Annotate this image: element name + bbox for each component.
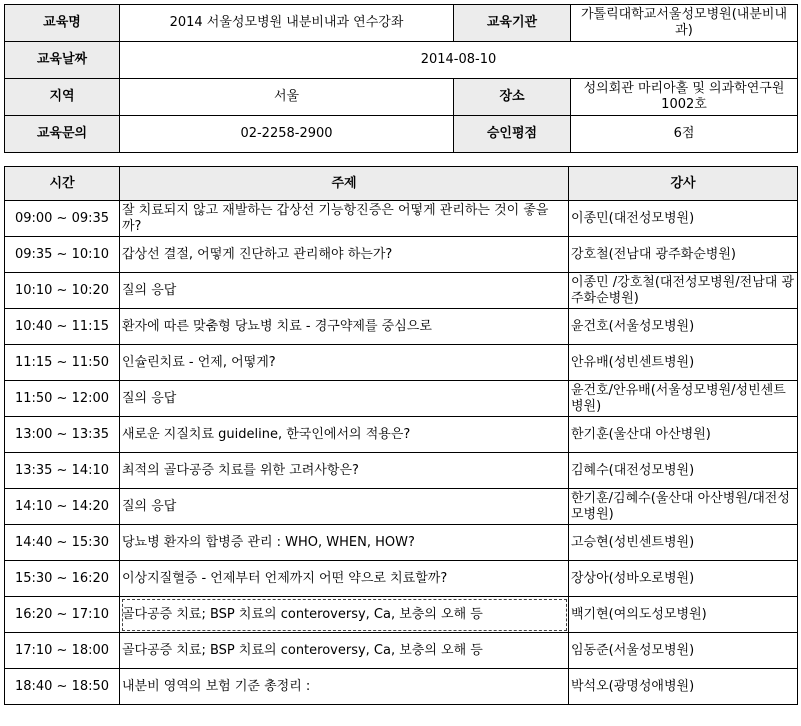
course-name-label: 교육명: [5, 5, 120, 42]
session-time: 13:00 ~ 13:35: [5, 417, 120, 453]
table-row: [5, 237, 798, 273]
session-speaker: 윤건호(서울성모병원): [569, 309, 798, 345]
session-speaker: 임동준(서울성모병원): [569, 633, 798, 669]
region-label: 지역: [5, 79, 120, 116]
session-topic: 당뇨병 환자의 합병증 관리 : WHO, WHEN, HOW?: [120, 525, 569, 561]
session-topic: 갑상선 결절, 어떻게 진단하고 관리해야 하는가?: [120, 237, 569, 273]
table-row: [5, 273, 798, 309]
session-topic: 골다공증 치료; BSP 치료의 conteroversy, Ca, 보충의 오해 등: [120, 633, 569, 669]
table-row: [5, 417, 798, 453]
session-speaker: 박석오(광명성애병원): [569, 669, 798, 705]
session-speaker: 김혜수(대전성모병원): [569, 453, 798, 489]
info-row-date: [5, 42, 798, 79]
course-date-label: 교육날짜: [5, 42, 120, 79]
session-topic: 환자에 따른 맞춤형 당뇨병 치료 - 경구약제를 중심으로: [120, 309, 569, 345]
table-row: [5, 453, 798, 489]
session-time: 11:50 ~ 12:00: [5, 381, 120, 417]
session-time: 09:35 ~ 10:10: [5, 237, 120, 273]
organization-label: 교육기관: [454, 5, 571, 42]
table-row: [5, 669, 798, 705]
session-speaker: 강호철(전남대 광주화순병원): [569, 237, 798, 273]
table-row: [5, 525, 798, 561]
session-speaker: 윤건호/안유배(서울성모병원/성빈센트병원): [569, 381, 798, 417]
session-time: 16:20 ~ 17:10: [5, 597, 120, 633]
session-time: 17:10 ~ 18:00: [5, 633, 120, 669]
course-info-table: [4, 4, 798, 153]
credit-label: 승인평점: [454, 116, 571, 153]
table-row: [5, 381, 798, 417]
table-row: [5, 489, 798, 525]
session-speaker: 고승현(성빈센트병원): [569, 525, 798, 561]
session-topic: 내분비 영역의 보험 기준 총정리 :: [120, 669, 569, 705]
time-column-header: 시간: [5, 167, 120, 201]
schedule-header-row: [5, 167, 798, 201]
table-row: [5, 597, 798, 633]
session-topic: 질의 응답: [120, 489, 569, 525]
session-speaker: 한기훈/김혜수(울산대 아산병원/대전성모병원): [569, 489, 798, 525]
topic-column-header: 주제: [120, 167, 569, 201]
session-time: 09:00 ~ 09:35: [5, 201, 120, 237]
info-row-contact: [5, 116, 798, 153]
course-date-value: 2014-08-10: [120, 42, 798, 79]
session-time: 15:30 ~ 16:20: [5, 561, 120, 597]
session-topic: 질의 응답: [120, 273, 569, 309]
session-time: 10:40 ~ 11:15: [5, 309, 120, 345]
session-time: 13:35 ~ 14:10: [5, 453, 120, 489]
info-row-region: [5, 79, 798, 116]
session-speaker: 백기현(여의도성모병원): [569, 597, 798, 633]
session-topic: 인슐린치료 - 언제, 어떻게?: [120, 345, 569, 381]
session-topic: 최적의 골다공증 치료를 위한 고려사항은?: [120, 453, 569, 489]
table-row: [5, 345, 798, 381]
session-topic: 잘 치료되지 않고 재발하는 갑상선 기능항진증은 어떻게 관리하는 것이 좋을까?: [120, 201, 569, 237]
table-row: [5, 309, 798, 345]
table-row: [5, 561, 798, 597]
credit-value: 6점: [571, 116, 798, 153]
venue-label: 장소: [454, 79, 571, 116]
contact-label: 교육문의: [5, 116, 120, 153]
session-speaker: 안유배(성빈센트병원): [569, 345, 798, 381]
speaker-column-header: 강사: [569, 167, 798, 201]
region-value: 서울: [120, 79, 454, 116]
info-row-name: [5, 5, 798, 42]
session-time: 14:40 ~ 15:30: [5, 525, 120, 561]
schedule-table: [4, 166, 798, 705]
session-time: 18:40 ~ 18:50: [5, 669, 120, 705]
course-name-value: 2014 서울성모병원 내분비내과 연수강좌: [120, 5, 454, 42]
session-time: 10:10 ~ 10:20: [5, 273, 120, 309]
session-speaker: 장상아(성바오로병원): [569, 561, 798, 597]
table-row: [5, 633, 798, 669]
organization-value: 가톨릭대학교서울성모병원(내분비내과): [571, 5, 798, 42]
session-time: 14:10 ~ 14:20: [5, 489, 120, 525]
session-speaker: 이종민(대전성모병원): [569, 201, 798, 237]
session-topic-selected[interactable]: 골다공증 치료; BSP 치료의 conteroversy, Ca, 보충의 오해 등: [120, 597, 569, 633]
session-speaker: 한기훈(울산대 아산병원): [569, 417, 798, 453]
venue-value: 성의회관 마리아홀 및 의과학연구원 1002호: [571, 79, 798, 116]
session-time: 11:15 ~ 11:50: [5, 345, 120, 381]
session-topic: 이상지질혈증 - 언제부터 언제까지 어떤 약으로 치료할까?: [120, 561, 569, 597]
session-topic: 질의 응답: [120, 381, 569, 417]
table-row: [5, 201, 798, 237]
contact-value: 02-2258-2900: [120, 116, 454, 153]
session-topic: 새로운 지질치료 guideline, 한국인에서의 적용은?: [120, 417, 569, 453]
session-speaker: 이종민 /강호철(대전성모병원/전남대 광주화순병원): [569, 273, 798, 309]
